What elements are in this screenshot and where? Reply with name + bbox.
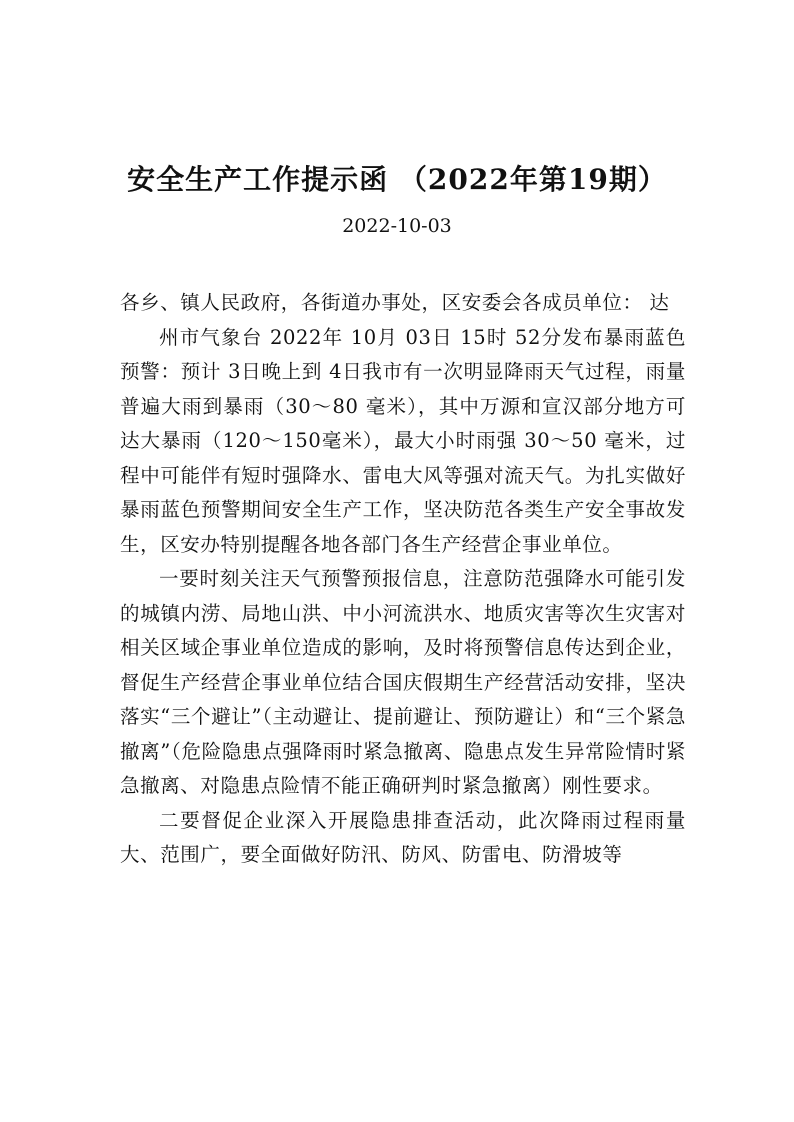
document-title: 安全生产工作提示函 （2022年第19期） bbox=[127, 163, 667, 196]
paragraph-weather-warning: 州市气象台 2022年 10月 03日 15时 52分发布暴雨蓝色预警：预计 3日晚上到 4日我市有一次明显降雨天气过程，雨量普遍大雨到暴雨（30～80 毫米），其中万源和宣汉部分地方可达大暴雨（120～150毫米），最大小时雨强 30～50 毫米，过程中可能伴有短时强降水、雷电大风等强对流天气。为扎实做好暴雨蓝色预警期间安全生产工作，坚决防范各类生产安全事故发生，区安办特别提醒各地各部门各生产经营企事业单位。 bbox=[120, 325, 686, 556]
salutation: 各乡、镇人民政府，各街道办事处，区安委会各成员单位： 达 bbox=[120, 291, 670, 314]
paragraph-point-two: 二要督促企业深入开展隐患排查活动，此次降雨过程雨量大、范围广，要全面做好防汛、防风、防雷电、防滑坡等 bbox=[120, 808, 686, 866]
document-body bbox=[120, 286, 686, 873]
document-date: 2022-10-03 bbox=[342, 215, 452, 237]
paragraph-point-one: 一要时刻关注天气预警预报信息，注意防范强降水可能引发的城镇内涝、局地山洪、中小河流洪水、地质灾害等次生灾害对相关区域企事业单位造成的影响，及时将预警信息传达到企业，督促生产经营企事业单位结合国庆假期生产经营活动安排，坚决落实“三个避让”（主动避让、提前避让、预防避让）和“三个紧急撤离”（危险隐患点强降雨时紧急撤离、隐患点发生异常险情时紧急撤离、对隐患点险情不能正确研判时紧急撤离）刚性要求。 bbox=[120, 567, 686, 797]
